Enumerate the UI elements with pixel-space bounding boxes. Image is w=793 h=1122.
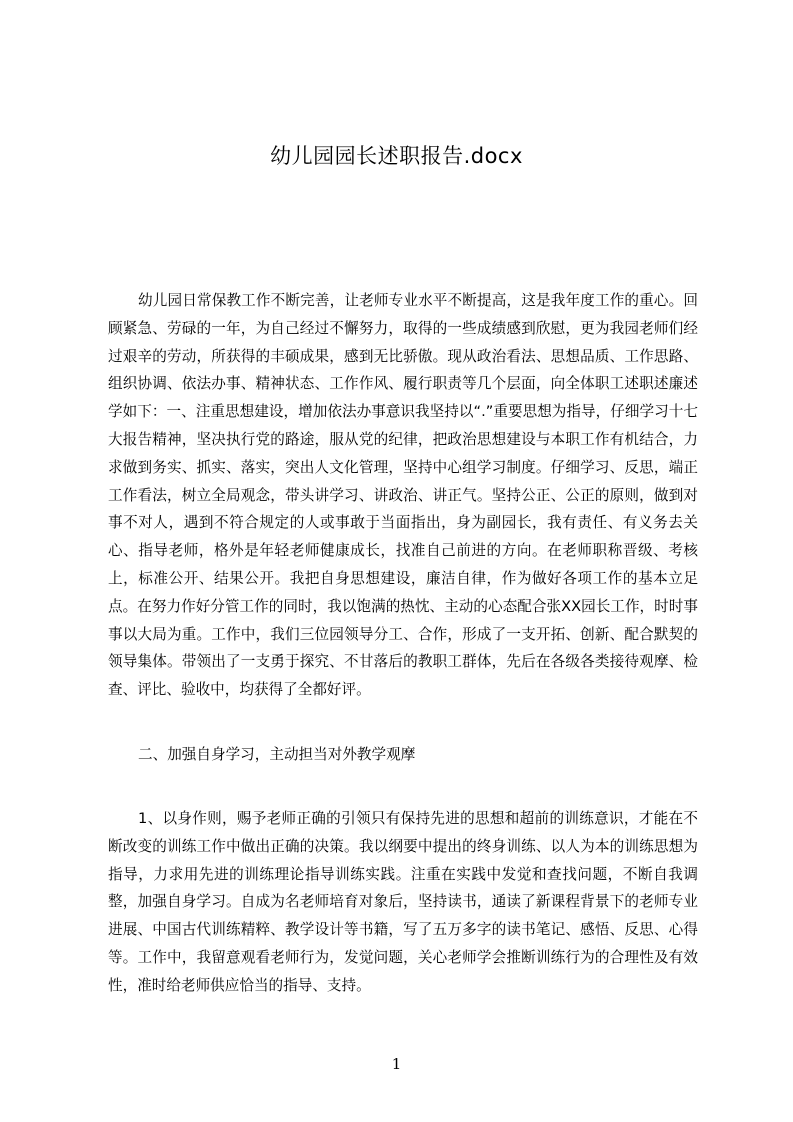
paragraph-work-summary: 幼儿园日常保教工作不断完善，让老师专业水平不断提高，这是我年度工作的重心。回顾紧急、劳碌的一年，为自己经过不懈努力，取得的一些成绩感到欣慰，更为我园老师们经过艰辛的劳动，所获得的丰硕成果，感到无比骄傲。现从政治看法、思想品质、工作思路、组织协调、依法办事、精神状态、工作作风、履行职责等几个层面，向全体职工述职述廉述学如下：一、注重思想建设，增加依法办事意识我坚持以“.”重要思想为指导，仔细学习十七大报告精神，坚决执行党的路途，服从党的纪律，把政治思想建设与本职工作有机结合，力求做到务实、抓实、落实，突出人文化管理，坚持中心组学习制度。仔细学习、反思，端正工作看法，树立全局观念，带头讲学习、讲政治、讲正气。坚持公正、公正的原则，做到对事不对人，遇到不符合规定的人或事敢于当面指出，身为副园长，我有责任、有义务去关心、指导老师，格外是年轻老师健康成长，找准自己前进的方向。在老师职称晋级、考核上，标准公开、结果公开。我把自身思想建设，廉洁自律，作为做好各项工作的基本立足点。在努力作好分管工作的同时，我以饱满的热忱、主动的心态配合张XX园长工作，时时事事以大局为重。工作中，我们三位园领导分工、合作，形成了一支开拓、创新、配合默契的领导集体。带领出了一支勇于探究、不甘落后的教职工群体，先后在各级各类接待观摩、检查、评比、验收中，均获得了全都好评。 [108, 292, 698, 699]
page-number: 1 [391, 1055, 402, 1073]
paragraph-lead-by-example: 1、以身作则，赐予老师正确的引领只有保持先进的思想和超前的训练意识，才能在不断改变的训练工作中做出正确的决策。我以纲要中提出的终身训练、以人为本的训练思想为指导，力求用先进的训练理论指导训练实践。注重在实践中发觉和查找问题，不断自我调整，加强自身学习。自成为名老师培育对象后，坚持读书，通读了新课程背景下的老师专业进展、中国古代训练精粹、教学设计等书籍，写了五万多字的读书笔记、感悟、反思、心得等。工作中，我留意观看老师行为，发觉问题，关心老师学会推断训练行为的合理性及有效性，准时给老师供应恰当的指导、支持。 [108, 810, 698, 994]
document-title: 幼儿园园长述职报告.docx [270, 144, 523, 168]
section-heading-self-study: 二、加强自身学习，主动担当对外教学观摩 [138, 746, 416, 763]
